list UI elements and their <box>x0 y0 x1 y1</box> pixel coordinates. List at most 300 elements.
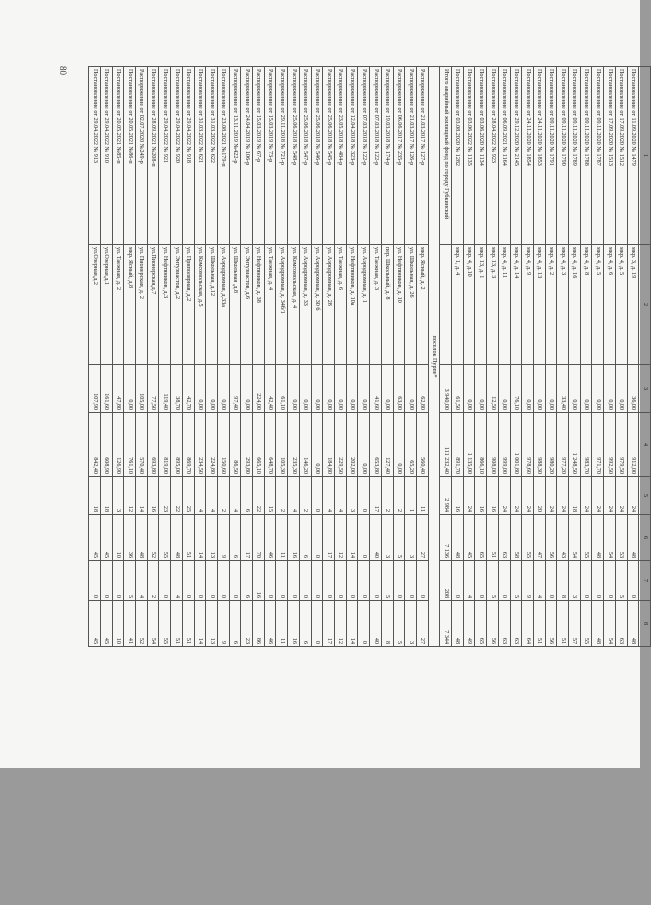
table-cell: мкр. 3, д. 19 <box>627 245 639 365</box>
table-cell: 235,30 <box>288 413 300 477</box>
table-row <box>580 67 592 647</box>
table-row <box>381 67 393 647</box>
table-cell: мкр. 4, д. 5 <box>615 245 627 365</box>
table-cell: 14 <box>194 601 206 647</box>
table-cell: 48 <box>452 601 464 647</box>
table-cell: 5 <box>487 561 499 601</box>
table-cell: 895,00 <box>171 413 183 477</box>
table-cell: 3 940,00 <box>440 365 452 413</box>
table-cell: 12 <box>335 601 347 647</box>
table-cell: 47 <box>533 515 545 561</box>
total-row <box>440 67 452 647</box>
table-cell: 0,00 <box>358 413 370 477</box>
table-row <box>393 67 405 647</box>
table-cell: 22 <box>253 477 265 515</box>
table-cell: 4 <box>533 561 545 601</box>
table-cell: 20 <box>533 477 545 515</box>
table-cell: Распоряжение от 21.03.2017 № 127-р <box>416 67 428 245</box>
table-cell: Распоряжение от 15.03.2019 № 67-р <box>253 67 265 245</box>
table-cell: 47,80 <box>112 365 124 413</box>
table-row <box>604 67 616 647</box>
table-cell: 0,00 <box>580 365 592 413</box>
table-cell: 1 248,50 <box>569 413 581 477</box>
table-cell: 0,00 <box>124 365 136 413</box>
table-cell: 0 <box>475 561 487 601</box>
table-cell: 51 <box>487 515 499 561</box>
table-cell: 0,00 <box>323 365 335 413</box>
section-title: поселок Пурпе* <box>428 67 440 647</box>
page-number: 80 <box>58 66 68 75</box>
table-cell: 0 <box>604 561 616 601</box>
table-cell: 224,00 <box>253 365 265 413</box>
table-cell: 3 <box>405 601 417 647</box>
table-cell: 0,00 <box>533 365 545 413</box>
table-cell: Постановление от 09.11.2020 № 1791 <box>545 67 557 245</box>
table-cell: 5 <box>639 477 651 515</box>
table-cell: 3 <box>569 561 581 601</box>
table-row <box>627 67 639 647</box>
table-cell: 10 <box>112 601 124 647</box>
table-cell: мкр. Ясный, д. 2 <box>416 245 428 365</box>
table-cell: 55 <box>580 515 592 561</box>
table-cell: мкр. 4, д.10 <box>463 245 475 365</box>
table-cell: ул. Нефтяников, д. 10а <box>346 245 358 365</box>
table-cell: Распоряжение от 25.06.2018 № 547-р <box>299 67 311 245</box>
table-cell: 0,00 <box>381 365 393 413</box>
table-cell: 0 <box>358 477 370 515</box>
table-cell: 11 <box>276 601 288 647</box>
table-cell: 4 <box>206 477 218 515</box>
table-cell: 24 <box>592 477 604 515</box>
table-cell: 45 <box>463 515 475 561</box>
table-cell: 0,00 <box>569 365 581 413</box>
table-cell: 4 <box>171 561 183 601</box>
table-cell: 43 <box>557 515 569 561</box>
table-cell: Распоряжение от 07.03.2018 № 122-р <box>358 67 370 245</box>
table-cell: 0,00 <box>206 365 218 413</box>
table-row <box>405 67 417 647</box>
table-cell: 3 <box>112 477 124 515</box>
table-cell: 56 <box>545 601 557 647</box>
table-cell: 51 <box>557 601 569 647</box>
table-cell: 56 <box>545 515 557 561</box>
table-cell: 0 <box>89 561 101 601</box>
table-cell: 146,20 <box>299 413 311 477</box>
table-cell: 24 <box>522 477 534 515</box>
rotated-table-wrapper <box>88 66 651 646</box>
table-cell: 48 <box>627 515 639 561</box>
table-cell: мкр. 4, д. 14 <box>510 245 522 365</box>
table-cell: 46 <box>264 515 276 561</box>
table-cell: 42,70 <box>182 365 194 413</box>
table-cell: 992,50 <box>604 413 616 477</box>
table-cell: 224,80 <box>206 413 218 477</box>
table-cell: 570,40 <box>136 413 148 477</box>
table-cell: 6 <box>229 515 241 561</box>
table-row <box>510 67 522 647</box>
table-cell: 2 984 <box>440 477 452 515</box>
table-row <box>217 67 229 647</box>
table-cell: 107,90 <box>89 365 101 413</box>
table-cell: мкр. 4, д. 11 <box>498 245 510 365</box>
table-cell: Постановление от 29.04.2022 № 920 <box>171 67 183 245</box>
table-cell: 16 <box>288 601 300 647</box>
table-row <box>533 67 545 647</box>
table-cell: 8 <box>381 601 393 647</box>
table-cell: 0 <box>194 561 206 601</box>
table-cell: 912,00 <box>627 413 639 477</box>
table-cell: 36 <box>124 515 136 561</box>
table-row <box>522 67 534 647</box>
table-cell: Постановление от 29.04.2022 № 913 <box>89 67 101 245</box>
table-cell: мкр. 13, д. 3 <box>487 245 499 365</box>
table-cell: 54 <box>147 601 159 647</box>
table-cell: 16 <box>487 477 499 515</box>
table-cell: 7 344 <box>440 601 452 647</box>
table-cell: ул.Пионерская,д.7 <box>147 245 159 365</box>
table-cell: мкр. 4, д. 6 <box>604 245 616 365</box>
table-row <box>206 67 218 647</box>
table-cell: 40 <box>370 601 382 647</box>
table-cell: 45 <box>89 601 101 647</box>
table-cell: 11 <box>276 515 288 561</box>
table-row <box>229 67 241 647</box>
table-row <box>358 67 370 647</box>
table-row <box>253 67 265 647</box>
table-row <box>182 67 194 647</box>
table-row <box>89 67 101 647</box>
table-cell: 0 <box>370 561 382 601</box>
table-cell: Постановление от 09.11.2020 № 1790 <box>557 67 569 245</box>
table-cell: Распоряжение от 21.03.2017 № 126-р <box>405 67 417 245</box>
table-cell: 9 <box>522 561 534 601</box>
table-cell: 0,00 <box>522 365 534 413</box>
table-cell: 16 <box>253 561 265 601</box>
table-cell: ул. Пионерская, д. 2 <box>136 245 148 365</box>
table-cell: Распоряжение от 25.06.2018 № 548-р <box>288 67 300 245</box>
table-cell: 48 <box>452 515 464 561</box>
table-cell: 4 <box>136 561 148 601</box>
table-cell: Постановление от 24.11.2020 № 1853 <box>533 67 545 245</box>
table-cell: Распоряжение от 15.03.2019 № 73-р <box>264 67 276 245</box>
table-cell: 229,50 <box>335 413 347 477</box>
table-cell: 57 <box>569 601 581 647</box>
table-cell: 0 <box>276 561 288 601</box>
table-cell: 0,00 <box>288 365 300 413</box>
table-cell: 202,00 <box>346 413 358 477</box>
table-cell: 63 <box>615 601 627 647</box>
table-cell: 51 <box>182 601 194 647</box>
table-cell: 0 <box>288 561 300 601</box>
table-row <box>545 67 557 647</box>
table-cell: 0,00 <box>194 365 206 413</box>
table-row <box>487 67 499 647</box>
table-cell: 8 <box>639 601 651 647</box>
table-cell: 119,40 <box>159 365 171 413</box>
table-cell: 17 <box>323 601 335 647</box>
table-cell: 61,50 <box>452 365 464 413</box>
table-cell: 24 <box>498 477 510 515</box>
table-row <box>592 67 604 647</box>
table-cell: 0 <box>299 561 311 601</box>
table-cell: 16 <box>288 515 300 561</box>
table-cell: 55 <box>159 515 171 561</box>
table-cell: 24 <box>463 477 475 515</box>
table-cell: мкр. 4, д. 2 <box>545 245 557 365</box>
table-row <box>615 67 627 647</box>
table-cell: 33,40 <box>557 365 569 413</box>
table-cell: 65 <box>475 601 487 647</box>
table-cell: Распоряжение от 07.03.2018 № 122-р <box>370 67 382 245</box>
table-cell: мкр. 1, д. 4 <box>452 245 464 365</box>
table-cell: 7 <box>639 561 651 601</box>
table-cell: 819,00 <box>159 413 171 477</box>
table-cell: 0 <box>452 561 464 601</box>
table-cell: Постановление от 06.09.2021 № 1164 <box>498 67 510 245</box>
table-cell: мкр. 4, д. 3 <box>557 245 569 365</box>
table-cell: 0,00 <box>311 365 323 413</box>
table-cell: ул.Озерная,д.1 <box>100 245 112 365</box>
table-cell: 49 <box>463 601 475 647</box>
table-row <box>370 67 382 647</box>
table-cell: 0,00 <box>604 365 616 413</box>
table-cell: 0,00 <box>346 365 358 413</box>
table-row <box>346 67 358 647</box>
table-cell: 665,10 <box>253 413 265 477</box>
table-row <box>136 67 148 647</box>
table-cell: 10 <box>112 515 124 561</box>
table-row <box>112 67 124 647</box>
table-cell: 9 <box>217 601 229 647</box>
table-cell: Распоряжение от 23.05.2018 № 484-р <box>335 67 347 245</box>
table-cell: 65,20 <box>405 413 417 477</box>
table-cell: 48 <box>627 601 639 647</box>
table-cell: мкр. 13, д. 1 <box>475 245 487 365</box>
table-cell: 62,80 <box>416 365 428 413</box>
table-cell: 4 <box>463 561 475 601</box>
table-cell: 0 <box>159 561 171 601</box>
table-cell: 0 <box>112 561 124 601</box>
table-cell: Постановление от 29.04.2022 № 921 <box>159 67 171 245</box>
table-cell: 0,00 <box>405 365 417 413</box>
table-cell: 14 <box>346 601 358 647</box>
table-cell: 36,00 <box>627 365 639 413</box>
table-cell: 6 <box>241 561 253 601</box>
table-cell: Постановление от 03.06.2022 № 1135 <box>463 67 475 245</box>
table-cell: 0 <box>498 561 510 601</box>
table-cell: 41 <box>124 601 136 647</box>
table-cell: 150,60 <box>217 413 229 477</box>
table-cell: 0,00 <box>498 365 510 413</box>
table-cell: мкр. 4, д. 8 <box>580 245 592 365</box>
table-cell: 11 <box>416 477 428 515</box>
housing-table <box>88 66 651 647</box>
table-cell: 13 <box>206 601 218 647</box>
table-cell: 0 <box>311 561 323 601</box>
table-cell: 3 <box>346 477 358 515</box>
table-cell: 77,50 <box>147 365 159 413</box>
table-cell: 16 <box>452 477 464 515</box>
table-cell: Распоряжение от 29.11.2018 № 721-р <box>276 67 288 245</box>
table-cell: 1 135,00 <box>463 413 475 477</box>
table-cell: 866,10 <box>475 413 487 477</box>
table-cell: ул. Нефтяников, д.3 <box>159 245 171 365</box>
table-cell: 45 <box>100 515 112 561</box>
table-cell: ул. Таежная, д. 2 <box>112 245 124 365</box>
table-cell: 0 <box>358 561 370 601</box>
table-cell: ул. Комсомольская, д. 4 <box>288 245 300 365</box>
table-cell: 0 <box>627 561 639 601</box>
table-cell: ул. Школьная, д. 26 <box>405 245 417 365</box>
table-cell: 608,90 <box>100 413 112 477</box>
table-cell: 70 <box>253 515 265 561</box>
table-cell: 983,70 <box>580 413 592 477</box>
table-cell: 0 <box>311 515 323 561</box>
table-cell: 1 <box>405 477 417 515</box>
table-cell: Постановление от 29.12.2020 № 2145 <box>510 67 522 245</box>
table-cell <box>440 245 452 365</box>
table-row <box>335 67 347 647</box>
table-cell: мкр. 4, д. 16 <box>569 245 581 365</box>
table-cell: 18 <box>100 477 112 515</box>
table-cell: пер. Школьный, д. 8 <box>381 245 393 365</box>
table-row <box>498 67 510 647</box>
table-cell: Итого аварийный жилищный фонд по городу Губкинский <box>440 67 452 245</box>
table-header-row <box>639 67 651 647</box>
table-cell: Постановление от 11.09.2020 № 1479 <box>627 67 639 245</box>
table-cell: 9 <box>217 515 229 561</box>
table-cell: 54 <box>569 515 581 561</box>
table-cell: 53 <box>615 515 627 561</box>
table-cell: 24 <box>627 477 639 515</box>
table-cell: 978,60 <box>522 413 534 477</box>
table-cell: 0 <box>346 561 358 601</box>
table-cell: 5 <box>615 561 627 601</box>
table-cell: 6 <box>241 477 253 515</box>
table-cell: 63 <box>510 601 522 647</box>
table-row <box>159 67 171 647</box>
table-row <box>264 67 276 647</box>
table-cell: 45 <box>89 515 101 561</box>
table-cell: 48 <box>136 515 148 561</box>
table-cell: 0 <box>335 561 347 601</box>
table-cell: 234,50 <box>194 413 206 477</box>
table-cell: 18 <box>89 477 101 515</box>
table-cell: Постановление от 03.08.2020 № 1282 <box>452 67 464 245</box>
table-cell: 979,50 <box>615 413 627 477</box>
table-cell: Распоряжение от 13.11.2019 №422-р <box>229 67 241 245</box>
table-cell: 4 <box>639 413 651 477</box>
table-cell: 17 <box>370 477 382 515</box>
table-cell: 2 <box>381 477 393 515</box>
table-cell: 1 001,80 <box>510 413 522 477</box>
table-cell: 2 <box>217 477 229 515</box>
table-cell: 0,00 <box>393 413 405 477</box>
table-cell: 51 <box>182 515 194 561</box>
table-cell: 16 <box>147 477 159 515</box>
table-cell: 0 <box>100 561 112 601</box>
table-cell: 38,70 <box>171 365 183 413</box>
table-cell: ул. Аэродромная, д. 28 <box>323 245 335 365</box>
table-cell: 8 <box>557 561 569 601</box>
table-cell: 54 <box>604 601 616 647</box>
table-cell: 6 <box>299 515 311 561</box>
table-cell: мкр. 4, д. 9 <box>522 245 534 365</box>
table-cell: 2 <box>639 245 651 365</box>
table-cell: 0 <box>405 561 417 601</box>
table-row <box>194 67 206 647</box>
table-cell: Распоряжение от 24.04.2019 № 106-р <box>241 67 253 245</box>
table-cell: 0,00 <box>463 365 475 413</box>
table-cell: ул. Аэродромная, д. 1 <box>358 245 370 365</box>
table-cell: 51 <box>533 601 545 647</box>
table-cell: 63 <box>498 601 510 647</box>
table-cell: 24 <box>580 477 592 515</box>
table-cell: 0,00 <box>299 365 311 413</box>
table-cell: Распоряжение от 19.03.2018 № 174-р <box>381 67 393 245</box>
table-cell: 3 <box>405 515 417 561</box>
table-cell: Постановление от 17.09.2020 № 1512 <box>615 67 627 245</box>
table-cell: 184,80 <box>323 413 335 477</box>
table-cell: 0,00 <box>592 365 604 413</box>
table-cell: 4 <box>229 477 241 515</box>
table-row <box>124 67 136 647</box>
table-row <box>171 67 183 647</box>
table-cell: Постановление от 31.03.2022 № 622 <box>206 67 218 245</box>
table-cell: 2 <box>393 477 405 515</box>
table-cell: ул. Школьная ,д.8 <box>229 245 241 365</box>
table-cell: 4 <box>288 477 300 515</box>
table-cell: 14 <box>346 515 358 561</box>
table-cell: 22 <box>171 477 183 515</box>
table-cell: 63,00 <box>393 365 405 413</box>
table-row <box>569 67 581 647</box>
table-cell: 65 <box>475 515 487 561</box>
table-cell: ул. Школьная, д.12 <box>206 245 218 365</box>
table-cell: 0 <box>229 561 241 601</box>
table-cell: 40 <box>370 515 382 561</box>
table-cell: 45 <box>100 601 112 647</box>
table-cell: мкр. 4, д. 5 <box>592 245 604 365</box>
table-cell: Распоряжение от 25.06.2018 № 546-р <box>311 67 323 245</box>
table-cell: 48 <box>592 601 604 647</box>
table-cell: Постановление от 20.05.2021 №86-п <box>124 67 136 245</box>
table-cell: 0 <box>580 561 592 601</box>
table-cell: 24 <box>545 477 557 515</box>
table-cell: 0 <box>393 561 405 601</box>
table-row <box>241 67 253 647</box>
table-cell: 56 <box>487 601 499 647</box>
table-cell: 64 <box>522 601 534 647</box>
table-cell: 58 <box>510 515 522 561</box>
table-cell: 999,00 <box>498 413 510 477</box>
table-row <box>311 67 323 647</box>
table-cell: 105,00 <box>136 365 148 413</box>
table-cell: 653,80 <box>370 413 382 477</box>
table-cell: 14 <box>194 515 206 561</box>
table-cell: Постановление от 24.11.2020 № 1854 <box>522 67 534 245</box>
table-cell: 977,20 <box>557 413 569 477</box>
table-row <box>323 67 335 647</box>
table-cell: 842,40 <box>89 413 101 477</box>
table-cell: 891,70 <box>452 413 464 477</box>
table-cell: 86,50 <box>229 413 241 477</box>
table-cell: Распоряжение от 06.06.2017 № 235-р <box>393 67 405 245</box>
table-cell: 111 232,40 <box>440 413 452 477</box>
table-cell: 51 <box>171 601 183 647</box>
table-cell: Постановление от 09.11.2020 № 1789 <box>569 67 581 245</box>
table-cell: 24 <box>615 477 627 515</box>
